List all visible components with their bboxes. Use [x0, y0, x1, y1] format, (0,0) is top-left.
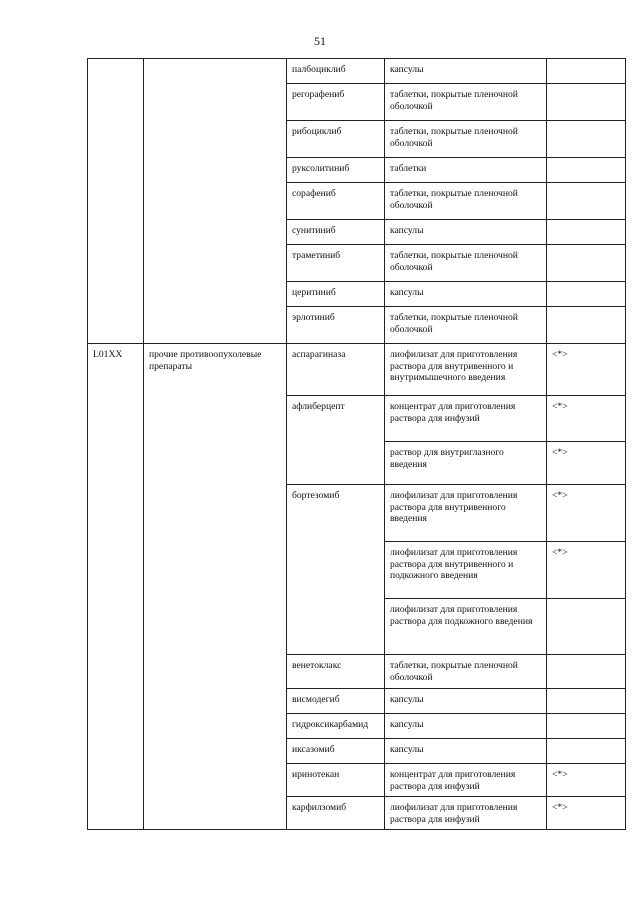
dosage-form-cell: лиофилизат для приготовления раствора для внутривенного и внутримышечного введения — [385, 344, 547, 396]
note-cell — [547, 689, 626, 714]
drug-name-cell: сорафениб — [287, 183, 385, 220]
note-cell — [547, 121, 626, 158]
dosage-form-cell: капсулы — [385, 689, 547, 714]
note-cell — [547, 714, 626, 739]
dosage-form-cell: лиофилизат для приготовления раствора для подкожного введения — [385, 599, 547, 655]
atc-code-cell: L01XX — [88, 344, 144, 830]
dosage-form-cell: капсулы — [385, 220, 547, 245]
note-cell: <*> — [547, 542, 626, 599]
drug-name-cell: венетоклакс — [287, 655, 385, 689]
drug-name-cell: аспарагиназа — [287, 344, 385, 396]
drug-name-cell: иринотекан — [287, 764, 385, 797]
dosage-form-cell: таблетки, покрытые пленочной оболочкой — [385, 183, 547, 220]
note-cell — [547, 599, 626, 655]
note-cell: <*> — [547, 396, 626, 442]
code-cell — [88, 59, 144, 344]
dosage-form-cell: таблетки — [385, 158, 547, 183]
drug-name-cell: руксолитиниб — [287, 158, 385, 183]
dosage-form-cell: капсулы — [385, 282, 547, 307]
note-cell: <*> — [547, 764, 626, 797]
note-cell — [547, 220, 626, 245]
dosage-form-cell: таблетки, покрытые пленочной оболочкой — [385, 307, 547, 344]
drug-name-cell: иксазомиб — [287, 739, 385, 764]
note-cell — [547, 84, 626, 121]
dosage-form-cell: раствор для внутриглазного введения — [385, 442, 547, 485]
drug-name-cell: карфилзомиб — [287, 797, 385, 830]
dosage-form-cell: капсулы — [385, 739, 547, 764]
drug-name-cell: бортезомиб — [287, 485, 385, 655]
group-name-cell: прочие противоопухолевые препараты — [144, 344, 287, 830]
drug-name-cell: сунитиниб — [287, 220, 385, 245]
dosage-form-cell: концентрат для приготовления раствора для инфузий — [385, 396, 547, 442]
dosage-form-cell: таблетки, покрытые пленочной оболочкой — [385, 245, 547, 282]
note-cell — [547, 307, 626, 344]
note-cell — [547, 282, 626, 307]
group-name-cell — [144, 59, 287, 344]
note-cell: <*> — [547, 485, 626, 542]
note-cell — [547, 183, 626, 220]
dosage-form-cell: таблетки, покрытые пленочной оболочкой — [385, 84, 547, 121]
note-cell — [547, 158, 626, 183]
dosage-form-cell: лиофилизат для приготовления раствора для внутривенного и подкожного введения — [385, 542, 547, 599]
note-cell — [547, 655, 626, 689]
drug-name-cell: афлиберцепт — [287, 396, 385, 485]
page-number: 51 — [314, 34, 326, 48]
drug-name-cell: регорафениб — [287, 84, 385, 121]
note-cell: <*> — [547, 797, 626, 830]
dosage-form-cell: концентрат для приготовления раствора для инфузий — [385, 764, 547, 797]
drug-table — [87, 58, 626, 830]
dosage-form-cell: таблетки, покрытые пленочной оболочкой — [385, 121, 547, 158]
table-row — [88, 59, 626, 84]
dosage-form-cell: лиофилизат для приготовления раствора для внутривенного введения — [385, 485, 547, 542]
table-row — [88, 344, 626, 396]
drug-name-cell: траметиниб — [287, 245, 385, 282]
dosage-form-cell: лиофилизат для приготовления раствора для инфузий — [385, 797, 547, 830]
drug-name-cell: гидроксикарбамид — [287, 714, 385, 739]
note-cell: <*> — [547, 442, 626, 485]
drug-name-cell: рибоциклиб — [287, 121, 385, 158]
note-cell — [547, 245, 626, 282]
drug-name-cell: церитиниб — [287, 282, 385, 307]
note-cell — [547, 59, 626, 84]
drug-name-cell: палбоциклиб — [287, 59, 385, 84]
note-cell: <*> — [547, 344, 626, 396]
dosage-form-cell: капсулы — [385, 714, 547, 739]
drug-name-cell: эрлотиниб — [287, 307, 385, 344]
drug-name-cell: висмодегиб — [287, 689, 385, 714]
dosage-form-cell: таблетки, покрытые пленочной оболочкой — [385, 655, 547, 689]
note-cell — [547, 739, 626, 764]
dosage-form-cell: капсулы — [385, 59, 547, 84]
